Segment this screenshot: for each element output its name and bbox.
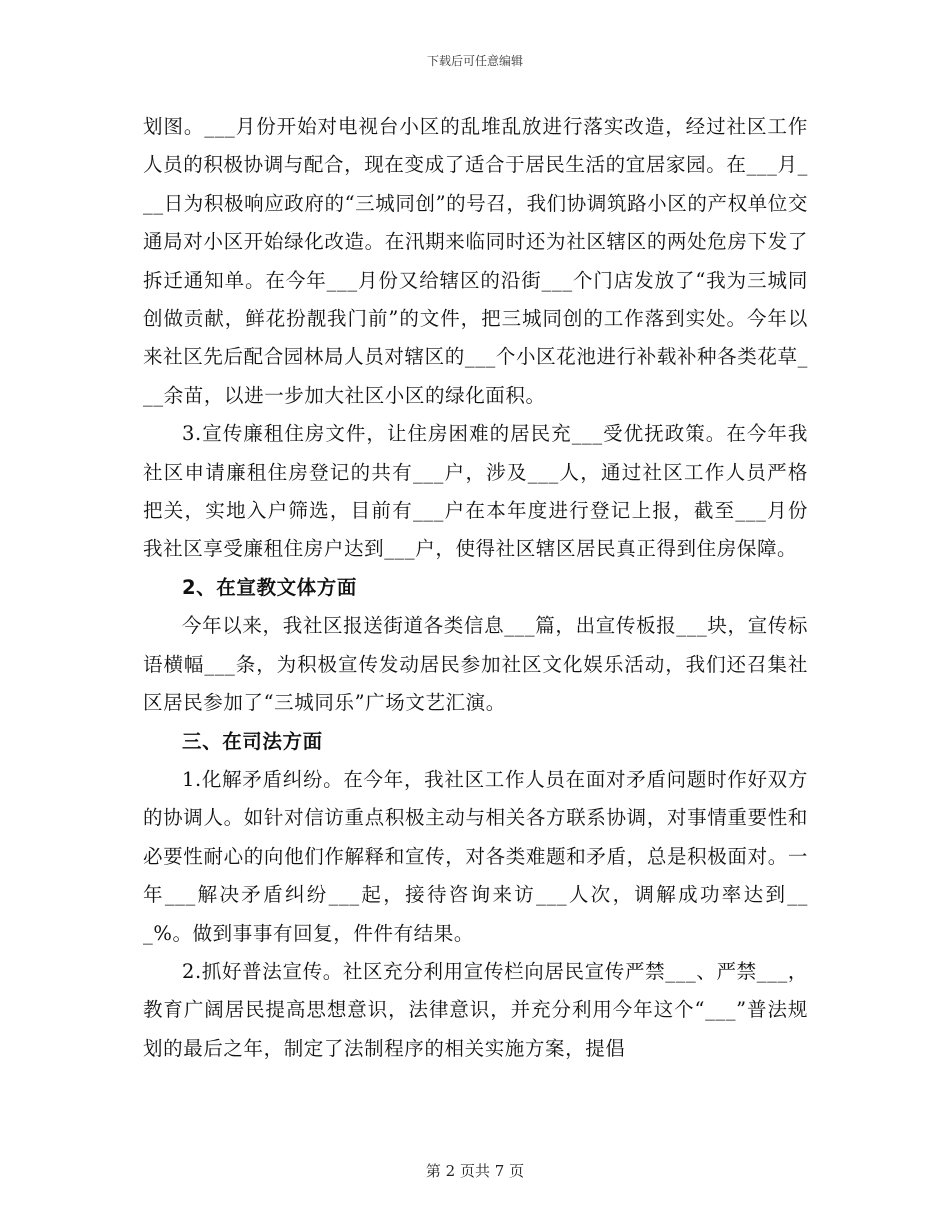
page-footer: 第 2 页共 7 页 <box>425 1162 525 1180</box>
paragraph-dispute-resolution: 1.化解矛盾纠纷。在今年，我社区工作人员在面对矛盾问题时作好双方的协调人。如针对信访重点积极主动与相关各方联系协调，对事情重要性和必要性耐心的向他们作解释和宣传，对各类难题和矛盾，总是积极面对。一年___解决矛盾纠纷___起，接待咨询来访___人次，调解成功率达到___%。做到事事有回复，件件有结果。 <box>143 767 808 945</box>
section-heading-publicity-culture: 2、在宣教文体方面 <box>182 575 357 599</box>
document-body <box>143 108 808 1068</box>
paragraph-low-rent-housing: 3.宣传廉租住房文件，让住房困难的居民充___受优抚政策。在今年我社区申请廉租住房登记的共有___户，涉及___人，通过社区工作人员严格把关，实地入户筛选，目前有___户在本年度进行登记上报，截至___月份我社区享受廉租住房户达到___户，使得社区辖区居民真正得到住房保障。 <box>143 422 808 561</box>
paragraph-legal-education: 2.抓好普法宣传。社区充分利用宣传栏向居民宣传严禁___、严禁___，教育广阔居民提高思想意识，法律意识，并充分利用今年这个“___”普法规划的最后之年，制定了法制程序的相关实施方案，提倡 <box>143 959 808 1060</box>
paragraph-publicity: 今年以来，我社区报送街道各类信息___篇，出宣传板报___块，宣传标语横幅___条，为积极宣传发动居民参加社区文化娱乐活动，我们还召集社区居民参加了“三城同乐”广场文艺汇演。 <box>143 614 808 715</box>
page-header: 下载后可任意编辑 <box>426 54 523 68</box>
section-heading-judicial: 三、在司法方面 <box>182 729 323 753</box>
paragraph-greening: 划图。___月份开始对电视台小区的乱堆乱放进行落实改造，经过社区工作人员的积极协调与配合，现在变成了适合于居民生活的宜居家园。在___月___日为积极响应政府的“三城同创”的号召，我们协调筑路小区的产权单位交通局对小区开始绿化改造。在汛期来临同时还为社区辖区的两处危房下发了拆迁通知单。在今年___月份又给辖区的沿街___个门店发放了“我为三城同创做贡献，鲜花扮靓我门前”的文件，把三城同创的工作落到实处。今年以来社区先后配合园林局人员对辖区的___个小区花池进行补载补种各类花草___余苗，以进一步加大社区小区的绿化面积。 <box>143 115 808 407</box>
